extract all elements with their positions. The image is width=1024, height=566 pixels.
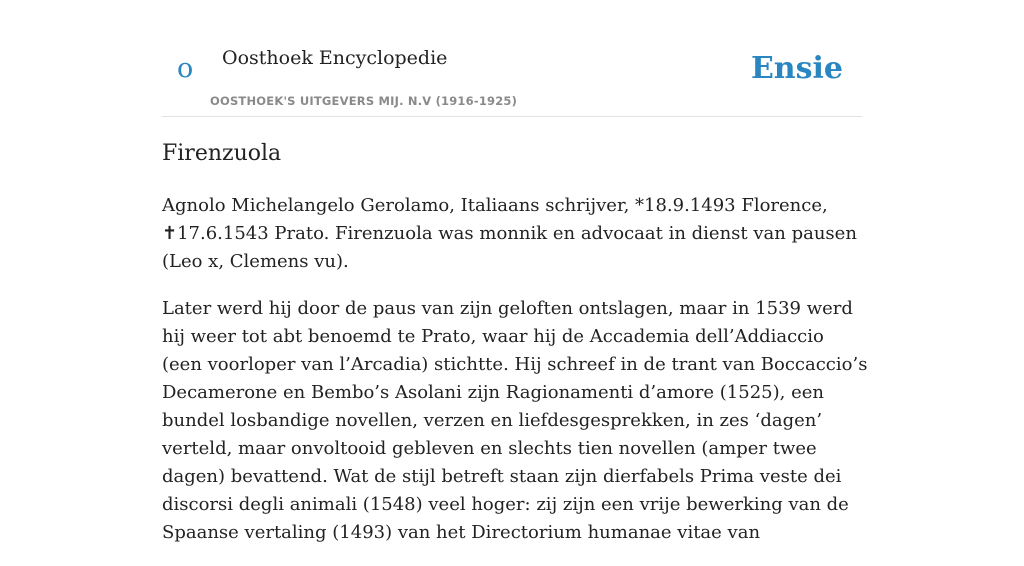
ensie-logo-link[interactable]: Ensie bbox=[750, 51, 843, 86]
page-container bbox=[162, 0, 868, 543]
entry-paragraph: Later werd hij door de paus van zijn geloften ontslagen, maar in 1539 werd hij weer tot abt benoemd te Prato, waar hij de Accademia dell’Addiaccio (een voorloper van l’Arcadia) stichtte. Hij schreef in de trant van Boccaccio’s Decamerone en Bembo’s Asolani zijn Ragionamenti d’amore (1525), een bundel losbandige novellen, verzen en liefdesgesprekken, in zes ‘dagen’ verteld, maar onvoltooid gebleven en slechts tien novellen (amper twee dagen) bevattend. Wat de stijl betreft staan zijn dierfabels Prima veste dei discorsi degli animali (1548) veel hoger: zij zijn een vrije bewerking van de Spaanse vertaling (1493) van het Directorium humanae vitae van bbox=[162, 298, 868, 543]
source-logo[interactable]: o bbox=[177, 53, 194, 84]
source-title-link[interactable]: Oosthoek Encyclopedie bbox=[222, 47, 448, 69]
entry-body bbox=[162, 192, 868, 566]
entry-paragraph: Agnolo Michelangelo Gerolamo, Italiaans schrijver, *18.9.1493 Florence, ✝17.6.1543 Prato. Firenzuola was monnik en advocaat in dienst van pausen (Leo x, Clemens vu). bbox=[162, 195, 857, 272]
source-header bbox=[162, 0, 862, 117]
entry-title: Firenzuola bbox=[162, 141, 282, 166]
source-subtitle: OOSTHOEK'S UITGEVERS MIJ. N.V (1916-1925) bbox=[210, 94, 518, 108]
